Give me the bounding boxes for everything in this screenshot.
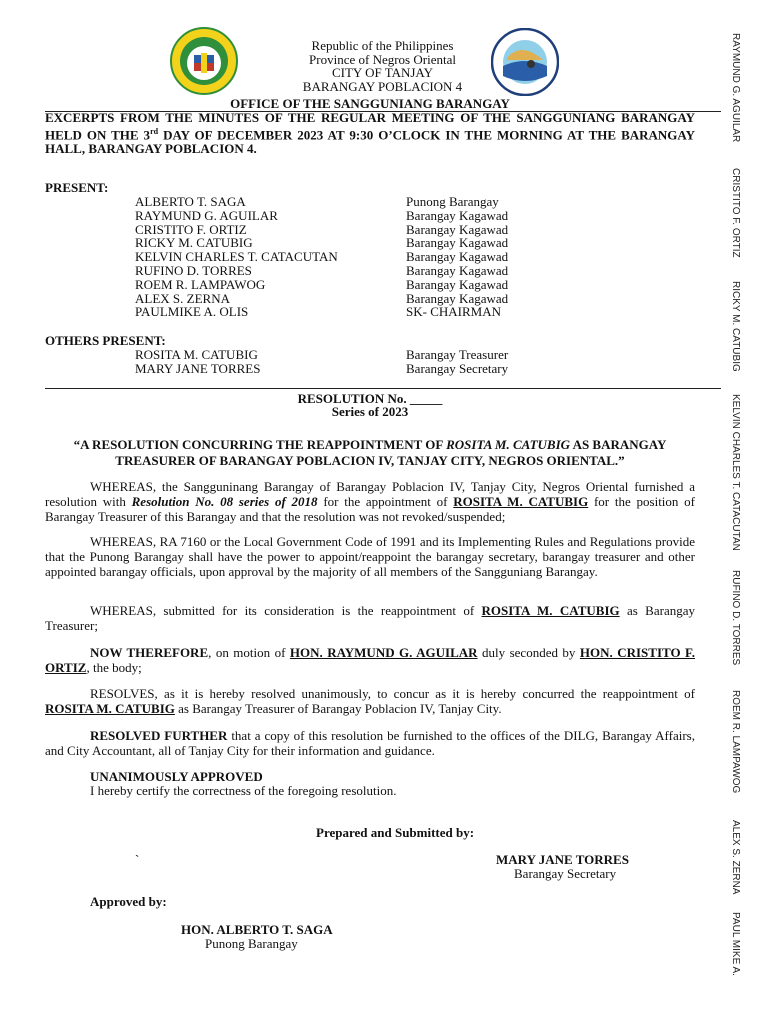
p5-name: ROSITA M. CATUBIG [45,701,175,716]
letterhead-line-3: CITY OF TANJAY [331,65,434,80]
punong-barangay-name: HON. ALBERTO T. SAGA [181,922,333,937]
resolution-title-b: AS BARANGAY TREASURER OF BARANGAY POBLACION IV, TANJAY CITY, NEGROS ORIENTAL.” [115,437,667,468]
p3-text-b: as Barangay Treasurer; [45,603,695,633]
side-signatory-name: RAYMUND G. AGUILAR [730,33,741,143]
present-member-name: ROEM R. LAMPAWOG [135,276,266,292]
side-signatory-name: ALEX S. ZERNA [730,820,741,895]
others-member-name: MARY JANE TORRES [135,360,261,376]
minutes-excerpt-heading [45,111,695,156]
letterhead-line-1: Republic of the Philippines [311,38,454,53]
resolution-title-name: ROSITA M. CATUBIG [446,437,571,452]
now-therefore-paragraph [45,645,695,675]
secretary-name: MARY JANE TORRES [496,852,629,867]
prepared-label: Prepared and Submitted by: [316,825,475,840]
present-member-position: Barangay Kagawad [406,263,509,278]
present-member-position: Barangay Kagawad [406,276,509,292]
resolves-paragraph [45,686,695,716]
present-label: PRESENT: [45,180,109,195]
present-member-position: Barangay Kagawad [406,290,509,306]
p6-text: that a copy of this resolution be furnished to the offices of the DILG, Barangay Affairs, and City Accountant, all of Tanjay City for their information and guidance. [45,728,695,758]
present-member-name: RICKY M. CATUBIG [135,235,253,251]
letterhead [230,39,535,93]
side-signatory-name: RICKY M. CATUBIG [730,281,741,372]
p1-name: ROSITA M. CATUBIG [453,494,589,509]
present-member-name: ALEX S. ZERNA [135,290,230,306]
present-member-name: CRISTITO F. ORTIZ [135,221,247,237]
whereas-paragraph-1 [45,479,695,524]
p1-text-a: WHEREAS, the Sangguninang Barangay of Barangay Poblacion IV, Tanjay City, Negros Oriental furnished a resolution with [45,479,695,509]
p1-resolution-ref: Resolution No. 08 series of 2018 [131,494,318,509]
secretary-title: Barangay Secretary [514,866,617,881]
others-member-position: Barangay Secretary [406,360,509,376]
approved-by-label: Approved by: [90,894,167,909]
attendance-divider [45,388,721,389]
present-member-position: SK- CHAIRMAN [406,304,501,320]
present-member-name: KELVIN CHARLES T. CATACUTAN [135,249,338,265]
present-member-name: ALBERTO T. SAGA [135,194,246,209]
p6-lead: RESOLVED FURTHER [90,728,228,743]
others-present-label: OTHERS PRESENT: [45,333,166,348]
resolution-title [45,437,695,469]
p4-lead: NOW THEREFORE [90,645,209,660]
side-signatory-name: ROEM R. LAMPAWOG [730,690,741,794]
present-member-name: RAYMUND G. AGUILAR [135,207,278,223]
whereas-paragraph-2 [45,534,695,579]
punong-barangay-title: Punong Barangay [205,936,298,951]
present-member-position: Barangay Kagawad [406,207,509,223]
p5-text-a: RESOLVES, as it is hereby resolved unanimously, to concur as it is hereby concurred the reappointment of [90,686,695,701]
p4-text-c: , the body; [86,660,142,675]
present-member-position: Barangay Kagawad [406,221,509,237]
letterhead-line-4: BARANGAY POBLACION 4 [302,78,463,94]
resolution-title-a: “A RESOLUTION CONCURRING THE REAPPOINTMENT OF [73,437,447,452]
p4-mover: HON. RAYMUND G. AGUILAR [289,645,478,660]
letterhead-line-2: Province of Negros Oriental [309,51,456,67]
others-member-name: ROSITA M. CATUBIG [135,347,258,362]
excerpt-part-2: DAY OF DECEMBER 2023 AT 9:30 O’CLOCK IN THE MORNING AT THE BARANGAY HALL, BARANGAY POBLACION 4. [45,127,695,157]
present-member-position: Barangay Kagawad [406,249,509,265]
side-signatory-name: CRISTITO F. ORTIZ [730,168,741,258]
certification-text: I hereby certify the correctness of the foregoing resolution. [90,783,397,798]
present-member-name: RUFINO D. TORRES [135,263,252,278]
whereas-paragraph-3 [45,603,695,633]
p5-text-b: as Barangay Treasurer of Barangay Poblacion IV, Tanjay City. [174,701,502,716]
p1-text-c: for the position of Barangay Treasurer of this Barangay and that the resolution was not revoked/suspended; [45,494,696,524]
resolution-series: Series of 2023 [331,404,409,419]
side-signatory-name: PAUL MIKE A. [730,912,741,976]
resolved-further-paragraph [45,728,695,758]
p4-text-b: duly seconded by [477,645,580,660]
side-signatory-name: RUFINO D. TORRES [730,570,741,666]
seal-left-text-group [170,27,238,95]
unanimously-approved: UNANIMOUSLY APPROVED [90,769,263,784]
excerpt-superscript: rd [150,127,159,136]
excerpt-part-1: EXCERPTS FROM THE MINUTES OF THE REGULAR MEETING OF THE SANGGUNIANG BARANGAY HELD ON THE 3 [45,110,695,143]
side-signatory-name: KELVIN CHARLES T. CATACUTAN [730,394,741,551]
p2-text: WHEREAS, RA 7160 or the Local Government Code of 1991 and its Implementing Rules and Regulations provide that the Punong Barangay shall have the power to appoint/reappoint the barangay secretary, barangay treasurer and other appointed barangay officials, upon approval by the majority of all members of the Sangguniang Barangay. [45,534,695,579]
present-member-name: PAULMIKE A. OLIS [135,304,249,320]
tick-mark: ` [135,852,140,867]
p3-text-a: WHEREAS, submitted for its consideration is the reappointment of [90,603,482,618]
resolution-number: RESOLUTION No. _____ [297,391,443,406]
p4-seconder: HON. CRISTITO F. ORTIZ [45,645,696,675]
office-title: OFFICE OF THE SANGGUNIANG BARANGAY [230,96,510,111]
p1-text-b: for the appointment of [317,494,454,509]
others-member-position: Barangay Treasurer [406,347,509,362]
p4-text-a: , on motion of [208,645,290,660]
p3-name: ROSITA M. CATUBIG [481,603,620,618]
present-member-position: Barangay Kagawad [406,235,509,251]
present-member-position: Punong Barangay [406,194,499,209]
